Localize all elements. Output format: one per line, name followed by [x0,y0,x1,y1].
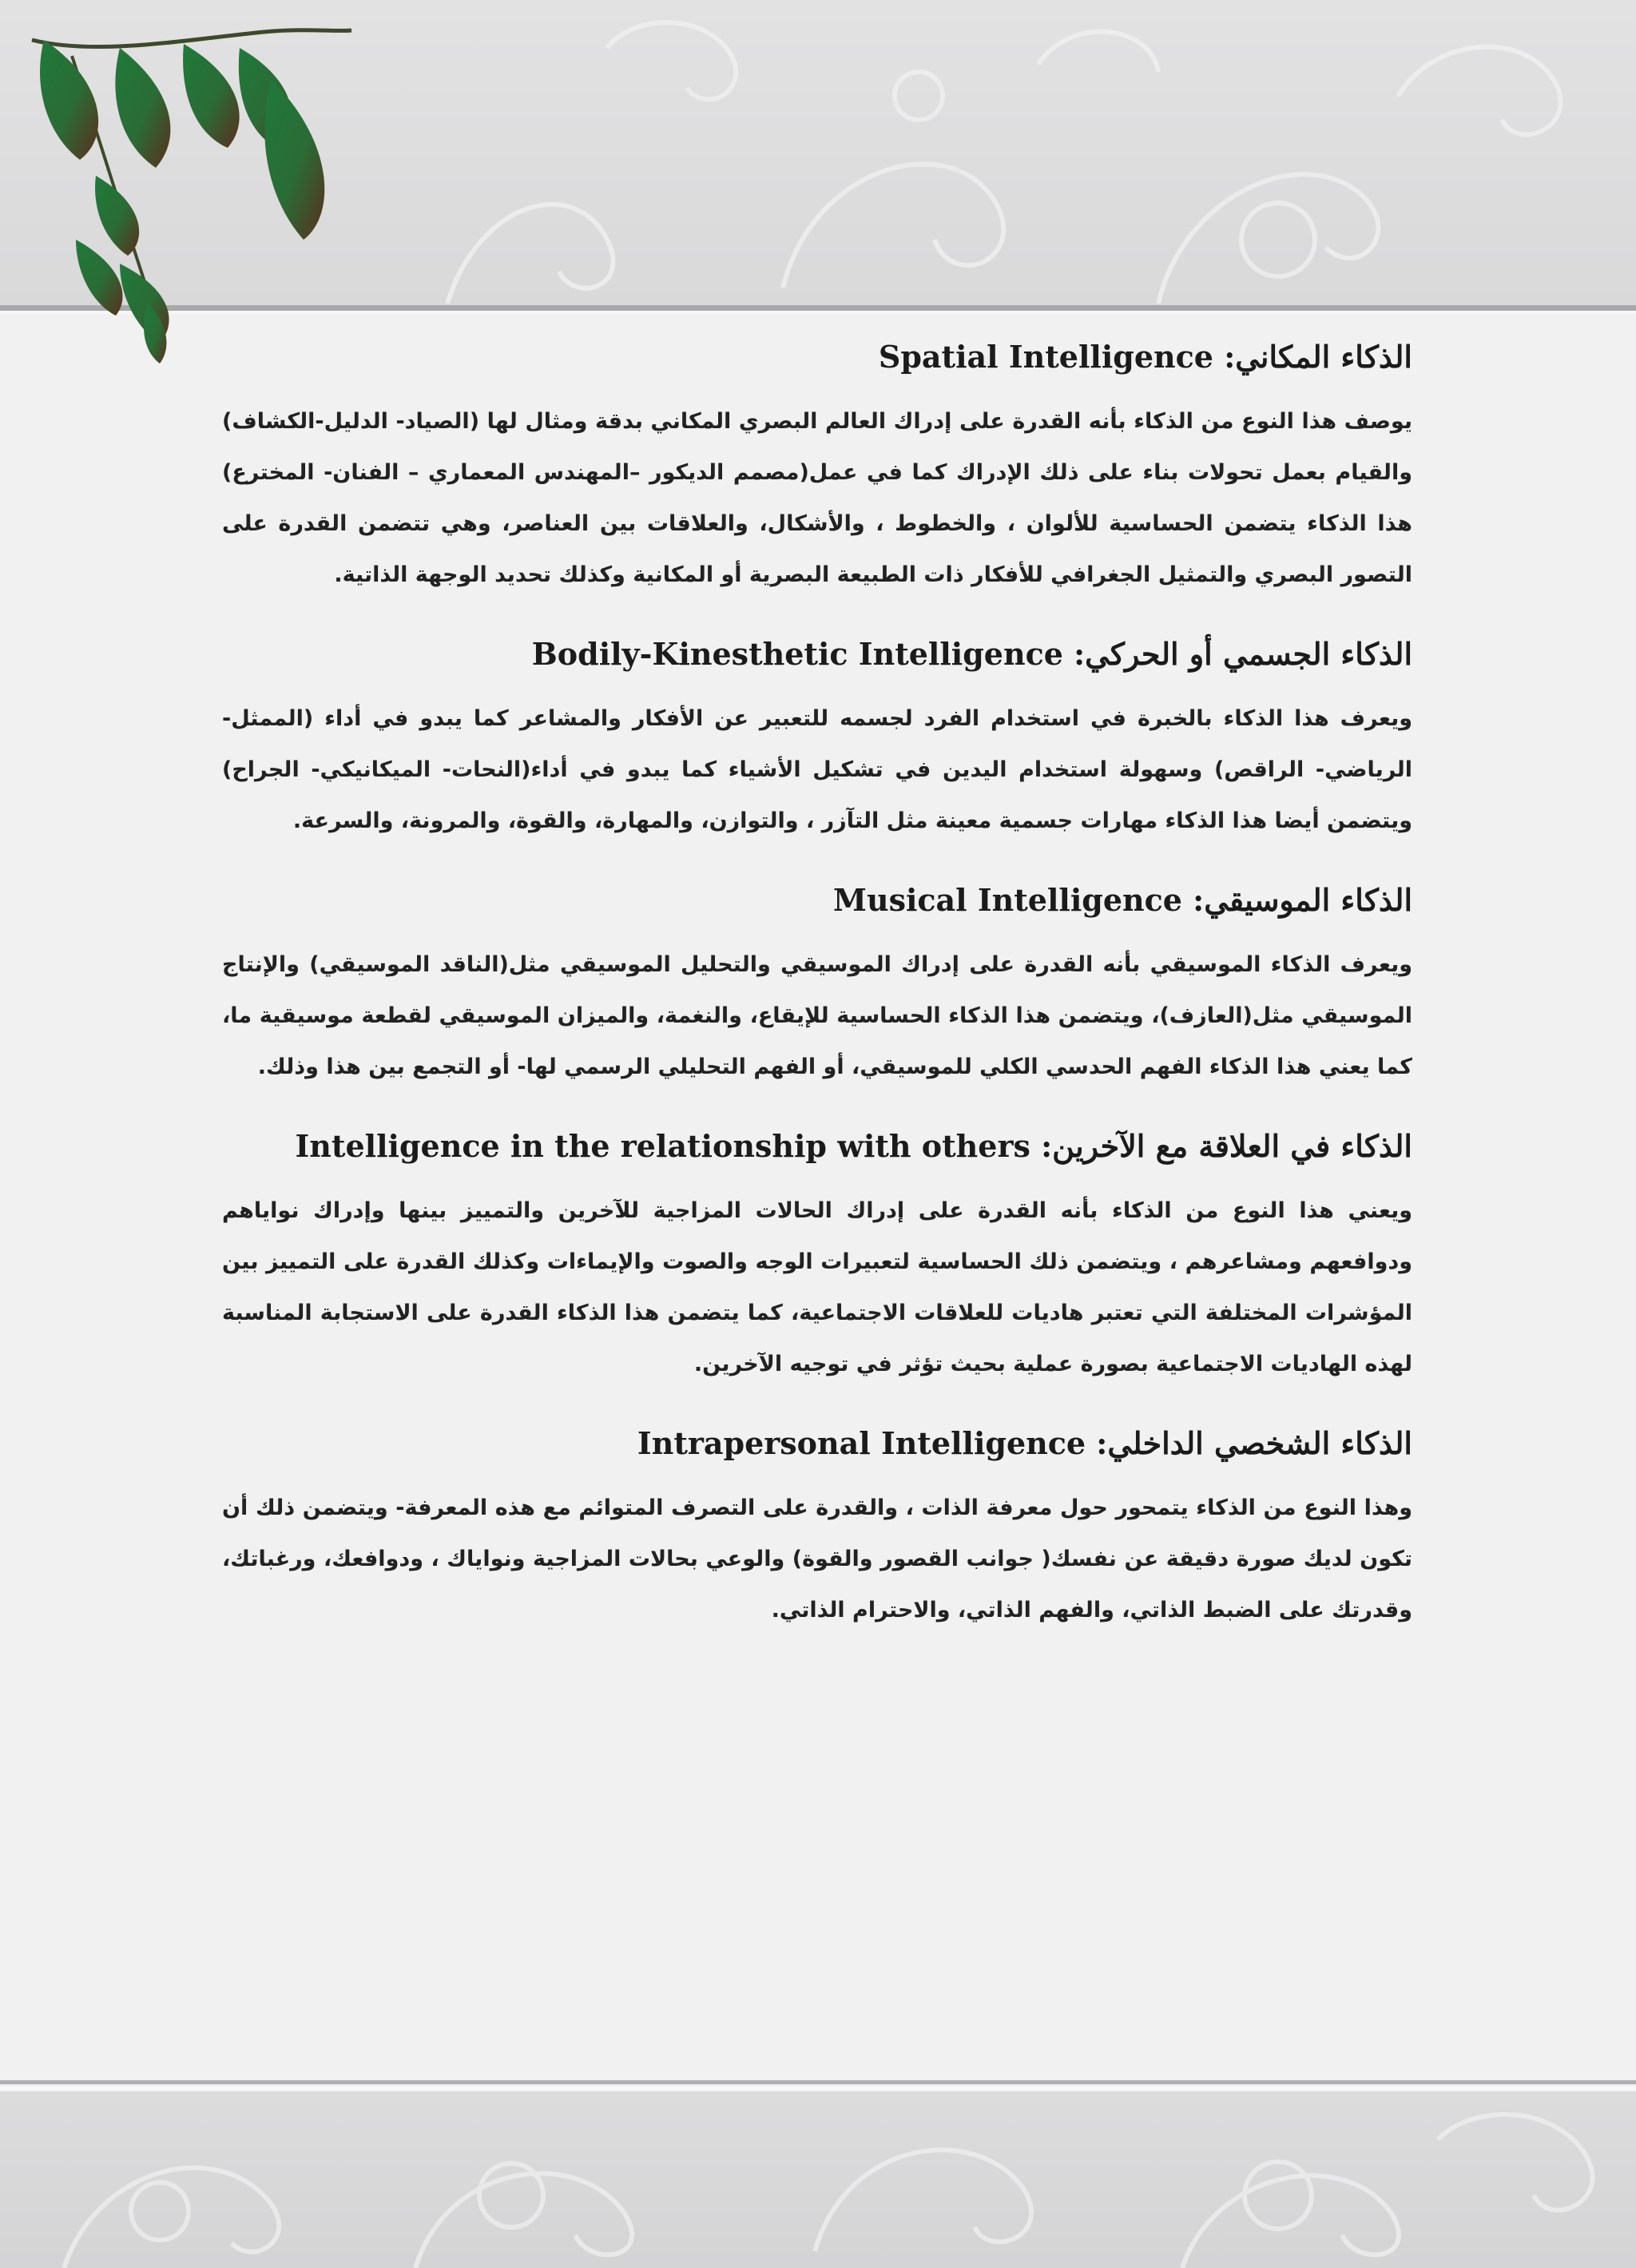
section-spatial [222,334,1412,601]
heading-english: Intrapersonal Intelligence [637,1425,1086,1461]
section-paragraph: يوصف هذا النوع من الذكاء بأنه القدرة على إدراك العالم البصري المكاني بدقة ومثال لها (الصياد- الدليل-الكشاف) والقيام بعمل تحولات بناء على ذلك الإدراك كما في عمل(مصمم الديكور –المهندس المعماري – الفنان- المخترع) هذا الذكاء يتضمن الحساسية للألوان ، والخطوط ، والأشكال، والعلاقات بين العناصر، وهي تتضمن القدرة على التصور البصري والتمثيل الجغرافي للأفكار ذات الطبيعة البصرية أو المكانية وكذلك تحديد الوجهة الذاتية. [222,409,1412,587]
heading-english: Spatial Intelligence [878,339,1213,375]
heading-arabic: الذكاء الموسيقي: [1181,882,1412,918]
leaf-vine-icon [0,0,367,375]
section-paragraph: ويعرف هذا الذكاء بالخبرة في استخدام الفرد لجسمه للتعبير عن الأفكار والمشاعر كما يبدو في أداء (الممثل-الرياضي- الراقص) وسهولة استخدام اليدين في تشكيل الأشياء كما يبدو في أداء(النحات- الميكانيكي- الجراح) ويتضمن أيضا هذا الذكاء مهارات جسمية معينة مثل التآزر ، والتوازن، والمهارة، والقوة، والمرونة، والسرعة. [222,706,1412,833]
section-paragraph: ويعني هذا النوع من الذكاء بأنه القدرة على إدراك الحالات المزاجية للآخرين والتمييز بينها وإدراك نواياهم ودوافعهم ومشاعرهم ، ويتضمن ذلك الحساسية لتعبيرات الوجه والصوت والإيماءات وكذلك القدرة على التمييز بين المؤشرات المختلفة التي تعتبر هاديات للعلاقات الاجتماعية، كما يتضمن هذا الذكاء القدرة على الاستجابة المناسبة لهذه الهاديات الاجتماعية بصورة عملية بحيث تؤثر في توجيه الآخرين. [222,1198,1412,1376]
heading-english: Bodily-Kinesthetic Intelligence [531,636,1063,672]
footer-rule-highlight [0,2087,1636,2090]
section-bodily [222,631,1412,847]
swirl-pattern-icon [0,2091,1636,2268]
footer-band [0,2091,1636,2268]
heading-english: Intelligence in the relationship with others [295,1128,1030,1164]
heading-arabic: الذكاء المكاني: [1213,339,1412,375]
section-paragraph: ويعرف الذكاء الموسيقي بأنه القدرة على إدراك الموسيقي والتحليل الموسيقي مثل(الناقد الموسيقي) والإنتاج الموسيقي مثل(العازف)، ويتضمن هذا الذكاء الحساسية للإيقاع، والنغمة، والميزان الموسيقي لقطعة موسيقية ما، كما يعني هذا الذكاء الفهم الحدسي الكلي للموسيقي، أو الفهم التحليلي الرسمي لها- أو التجمع بين هذا وذلك. [222,952,1412,1079]
footer-rule [0,2080,1636,2084]
section-paragraph: وهذا النوع من الذكاء يتمحور حول معرفة الذات ، والقدرة على التصرف المتوائم مع هذه المعرفة- ويتضمن ذلك أن تكون لديك صورة دقيقة عن نفسك( جوانب القصور والقوة) والوعي بحالات المزاجية ونواياك ، ودوافعك، ورغباتك، وقدرتك على الضبط الذاتي، والفهم الذاتي، والاحترام الذاتي. [222,1495,1412,1623]
document-body [222,334,1412,1666]
section-interpersonal [222,1123,1412,1390]
heading-arabic: الذكاء الشخصي الداخلي: [1086,1425,1412,1461]
heading-arabic: الذكاء في العلاقة مع الآخرين: [1030,1128,1412,1164]
section-musical [222,877,1412,1093]
section-heading [222,334,1412,380]
heading-english: Musical Intelligence [832,882,1182,918]
section-heading [222,877,1412,923]
heading-arabic: الذكاء الجسمي أو الحركي: [1062,636,1412,672]
section-intrapersonal [222,1420,1412,1636]
section-heading [222,1420,1412,1467]
section-heading [222,631,1412,677]
section-heading [222,1123,1412,1170]
